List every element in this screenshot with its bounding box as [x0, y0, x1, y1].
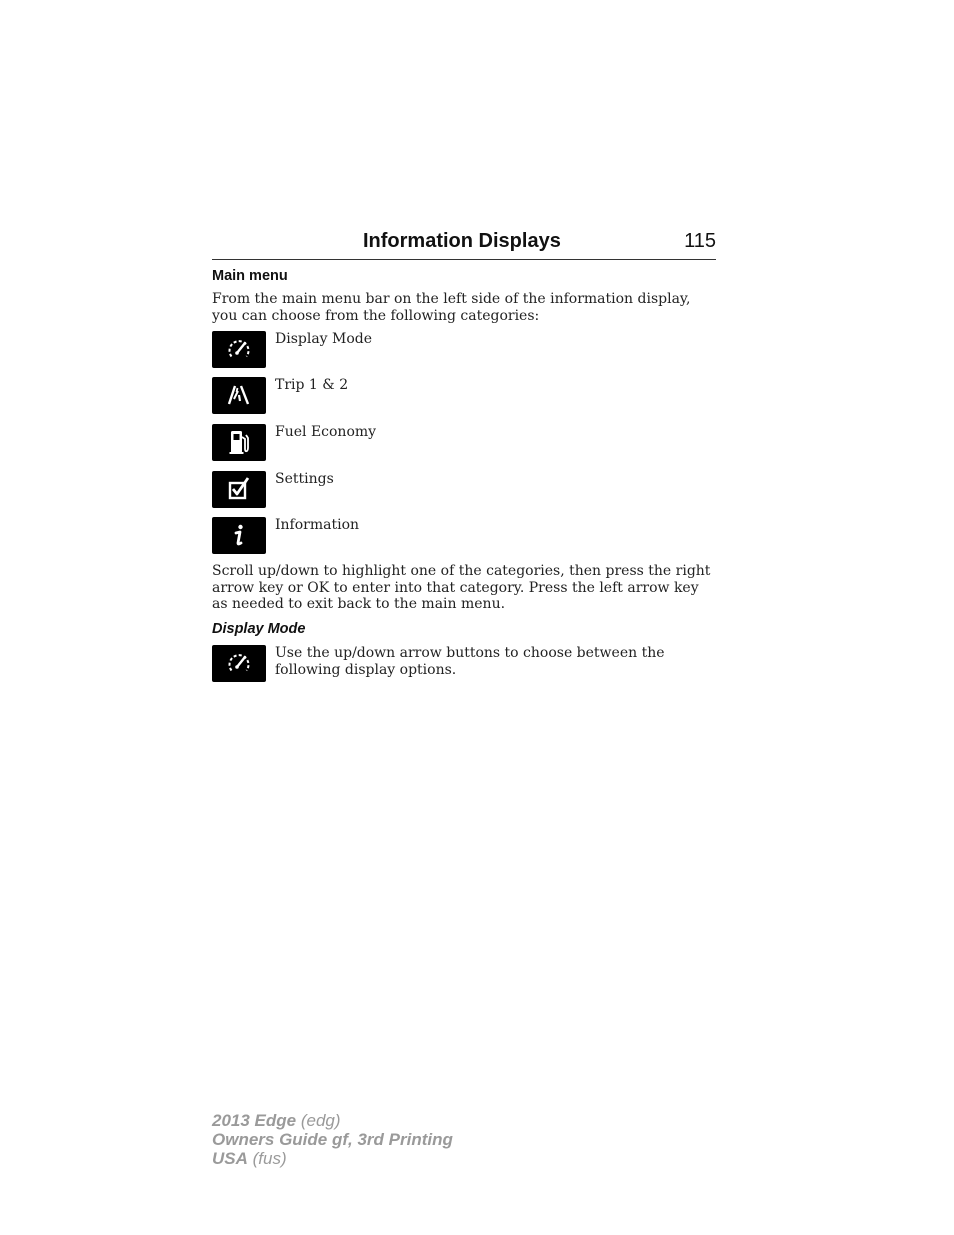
section-title: Information Displays: [363, 230, 561, 252]
category-settings: [212, 471, 716, 509]
info-icon: [212, 517, 266, 554]
category-information: [212, 517, 716, 555]
footer-line-market: [212, 1149, 453, 1168]
display-mode-heading: Display Mode: [212, 621, 306, 637]
footer-guide: Owners Guide gf, 3rd Printing: [212, 1130, 453, 1149]
display-mode-entry: [212, 645, 716, 683]
category-trip: [212, 377, 716, 415]
footer-model-code: (edg): [300, 1111, 341, 1130]
footer-model: 2013 Edge: [212, 1111, 297, 1130]
category-label: Information: [275, 517, 360, 533]
category-label: Display Mode: [275, 331, 373, 347]
gauge-icon: [212, 331, 266, 368]
category-label: Trip 1 & 2: [275, 377, 349, 393]
category-display-mode: [212, 331, 716, 369]
page-number: 115: [684, 230, 716, 252]
fuel-pump-icon: [212, 424, 266, 461]
footer-line-model: [212, 1111, 453, 1130]
category-fuel-economy: [212, 424, 716, 462]
checkbox-icon: [212, 471, 266, 508]
footer-market: USA: [212, 1149, 248, 1168]
category-label: Settings: [275, 471, 334, 487]
footer-market-code: (fus): [252, 1149, 287, 1168]
category-label: Fuel Economy: [275, 424, 377, 440]
page-footer: [212, 1111, 453, 1168]
display-mode-text: Use the up/down arrow buttons to choose between the following display options.: [275, 645, 665, 678]
gauge-icon: [212, 645, 266, 682]
main-menu-heading: Main menu: [212, 268, 288, 284]
footer-line-guide: [212, 1130, 453, 1149]
scroll-instructions: Scroll up/down to highlight one of the categories, then press the right arrow key or OK to enter into that category. Press the left arrow key as needed to exit back to the main menu.: [212, 563, 711, 612]
main-menu-intro: From the main menu bar on the left side of the information display, you can choose from the following categories:: [212, 291, 691, 324]
page-header: [212, 229, 716, 260]
road-icon: [212, 377, 266, 414]
